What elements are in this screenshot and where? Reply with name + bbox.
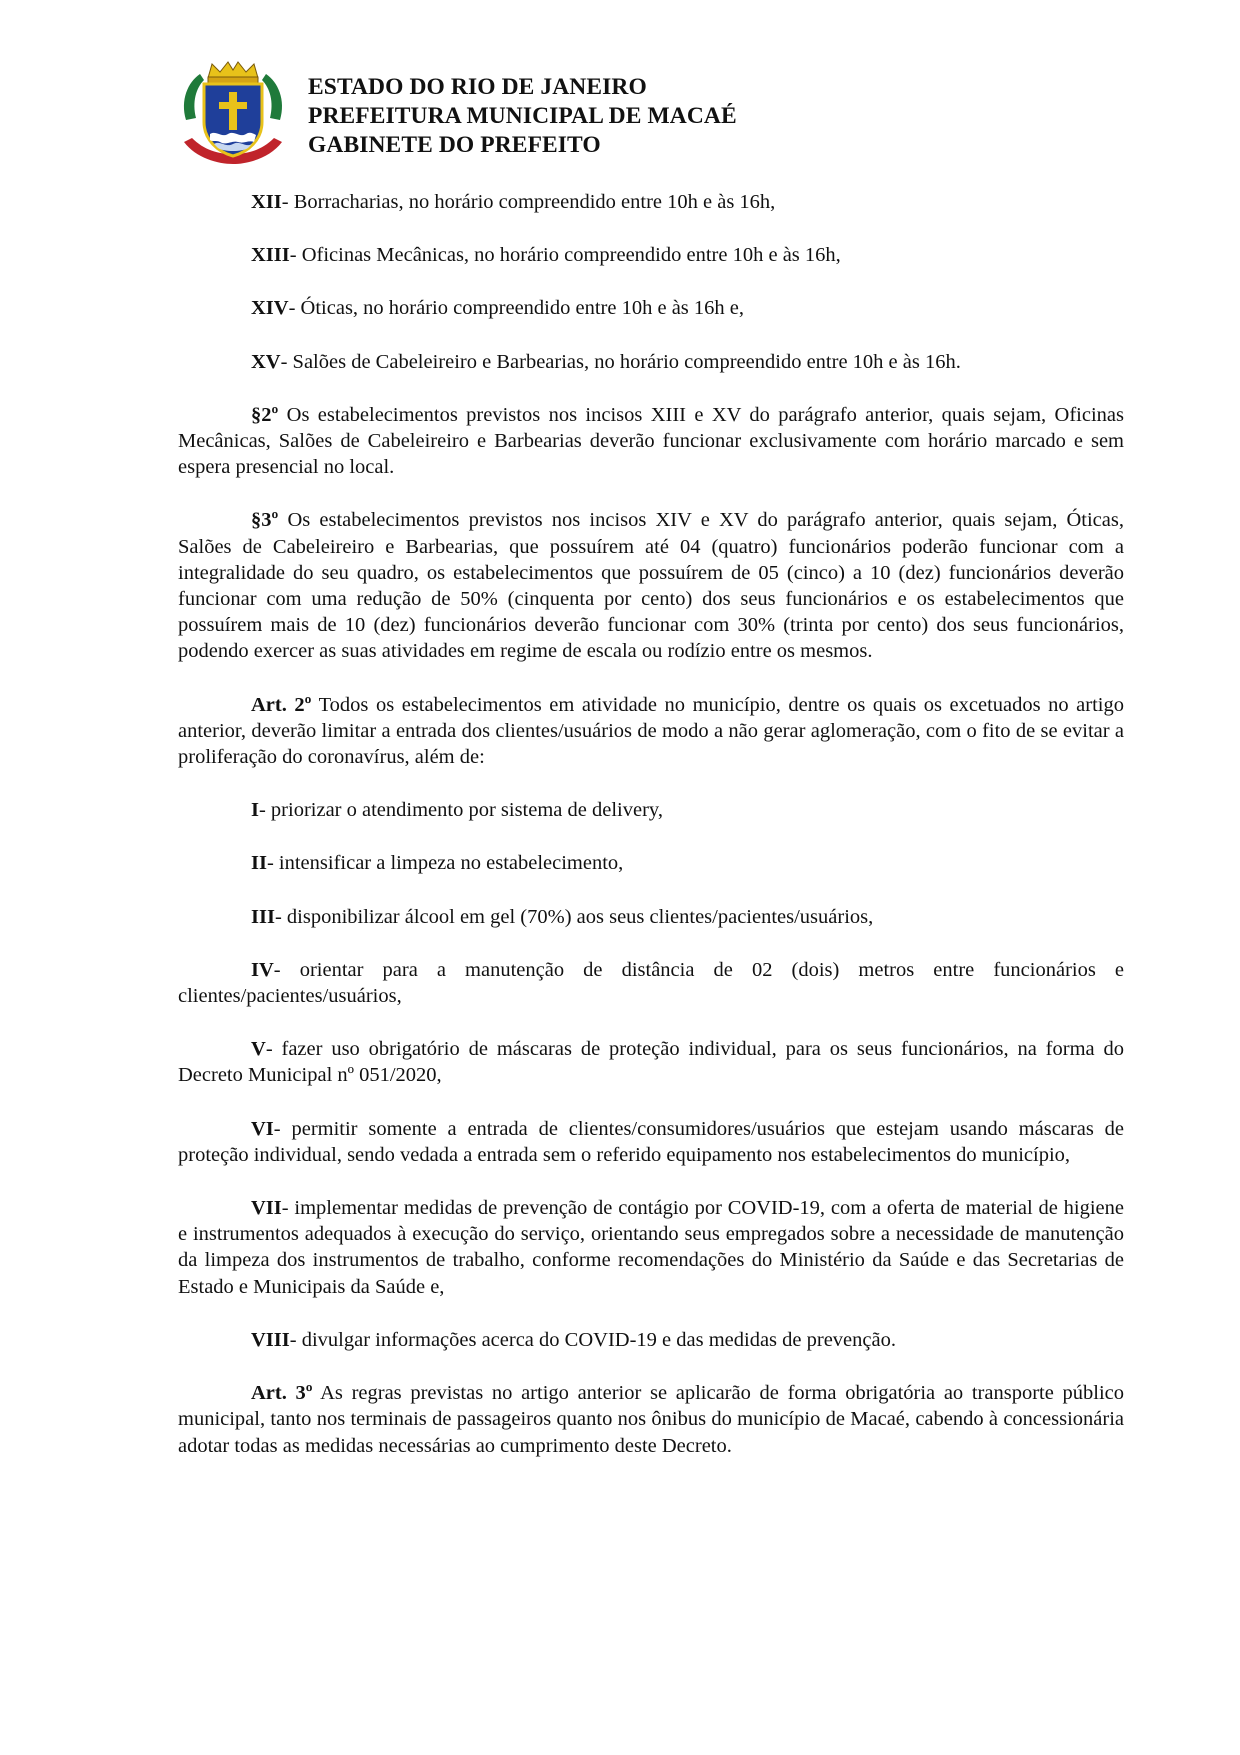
item-number: V (251, 1038, 266, 1061)
list-item (178, 957, 1124, 1009)
item-number: II (251, 852, 267, 875)
list-item (178, 1327, 1124, 1353)
item-text: - implementar medidas de prevenção de contágio por COVID-19, com a oferta de material de higiene e instrumentos adequados à execução do serviço, orientando seus empregados sobre a necessidade de manutenção da limpeza dos instrumentos de trabalho, conforme recomendações do Ministério da Saúde e das Secretarias de Estado e Municipais da Saúde e, (178, 1197, 1124, 1298)
item-text: - divulgar informações acerca do COVID-19 e das medidas de prevenção. (289, 1328, 896, 1351)
article-label: Art. 3º (251, 1382, 313, 1405)
item-text: - disponibilizar álcool em gel (70%) aos seus clientes/pacientes/usuários, (274, 905, 874, 928)
item-number: XIII (251, 244, 290, 267)
item-number: XII (251, 191, 282, 213)
list-item (178, 1195, 1124, 1300)
list-item (178, 1036, 1124, 1088)
item-text: - Borracharias, no horário compreendido entre 10h e às 16h, (281, 191, 776, 213)
paragraph-2 (178, 402, 1124, 481)
article-3 (178, 1380, 1124, 1459)
article-text: As regras previstas no artigo anterior se aplicarão de forma obrigatória ao transporte público municipal, tanto nos terminais de passageiros quanto nos ônibus do município de Macaé, cabendo à concessionária adotar todas as medidas necessárias ao cumprimento deste Decreto. (178, 1382, 1124, 1457)
paragraph-3 (178, 507, 1124, 664)
header-prefecture: PREFEITURA MUNICIPAL DE MACAÉ (308, 103, 737, 129)
item-number: III (251, 905, 275, 928)
article-text: Todos os estabelecimentos em atividade no município, dentre os quais os excetuados no artigo anterior, deverão limitar a entrada dos clientes/usuários de modo a não gerar aglomeração, com o fito de se evitar a proliferação do coronavírus, além de: (178, 693, 1124, 769)
item-number: I (251, 799, 259, 822)
paragraph-text: Os estabelecimentos previstos nos incisos XIV e XV do parágrafo anterior, quais sejam, Óticas, Salões de Cabeleireiro e Barbearias, que possuírem até 04 (quatro) funcionários poderão funcionar com a integralidade do seu quadro, os estabelecimentos que possuírem de 05 (cinco) a 10 (dez) funcionários deverão funcionar com uma redução de 50% (cinquenta por cento) dos seus funcionários e os estabelecimentos que possuírem mais de 10 (dez) funcionários deverão funcionar com 30% (trinta por cento) dos seus funcionários, podendo exercer as suas atividades em regime de escala ou rodízio entre os mesmos. (178, 509, 1124, 663)
item-text: - intensificar a limpeza no estabelecimento, (266, 852, 624, 875)
paragraph-text: Os estabelecimentos previstos nos incisos XIII e XV do parágrafo anterior, quais sejam, Oficinas Mecânicas, Salões de Cabeleireiro e Barbearias deverão funcionar exclusivamente com horário marcado e sem espera presencial no local. (178, 403, 1124, 479)
list-item (178, 349, 1124, 375)
paragraph-label: §2º (251, 403, 279, 426)
list-item (178, 904, 1124, 930)
item-number: IV (251, 958, 274, 981)
municipal-coat-of-arms-icon (178, 60, 288, 168)
item-number: VII (251, 1197, 282, 1220)
item-text: - Salões de Cabeleireiro e Barbearias, no horário compreendido entre 10h e às 16h. (280, 350, 961, 373)
list-item (178, 1116, 1124, 1168)
header-state: ESTADO DO RIO DE JANEIRO (308, 74, 647, 100)
document-body (178, 189, 1124, 1486)
item-text: - fazer uso obrigatório de máscaras de proteção individual, para os seus funcionários, na forma do Decreto Municipal nº 051/2020, (178, 1038, 1124, 1087)
paragraph-label: §3º (251, 509, 279, 532)
item-text: - Oficinas Mecânicas, no horário compreendido entre 10h e às 16h, (289, 244, 841, 267)
article-label: Art. 2º (251, 693, 312, 716)
item-number: XIV (251, 297, 289, 320)
header-office: GABINETE DO PREFEITO (308, 132, 601, 158)
list-item (178, 295, 1124, 321)
item-text: - orientar para a manutenção de distância de 02 (dois) metros entre funcionários e clientes/pacientes/usuários, (178, 958, 1124, 1008)
article-2 (178, 692, 1124, 771)
item-text: - permitir somente a entrada de clientes/consumidores/usuários que estejam usando máscaras de proteção individual, sendo vedada a entrada sem o referido equipamento nos estabelecimentos do município, (178, 1117, 1124, 1166)
item-text: - Óticas, no horário compreendido entre 10h e às 16h e, (288, 297, 744, 320)
list-item (178, 797, 1124, 823)
list-item (178, 850, 1124, 876)
list-item (178, 242, 1124, 268)
document-header (178, 60, 1078, 168)
item-number: XV (251, 350, 281, 373)
item-number: VIII (251, 1328, 290, 1351)
item-number: VI (251, 1117, 274, 1140)
list-item (178, 189, 1124, 215)
item-text: - priorizar o atendimento por sistema de delivery, (258, 799, 663, 822)
header-text (308, 73, 737, 160)
